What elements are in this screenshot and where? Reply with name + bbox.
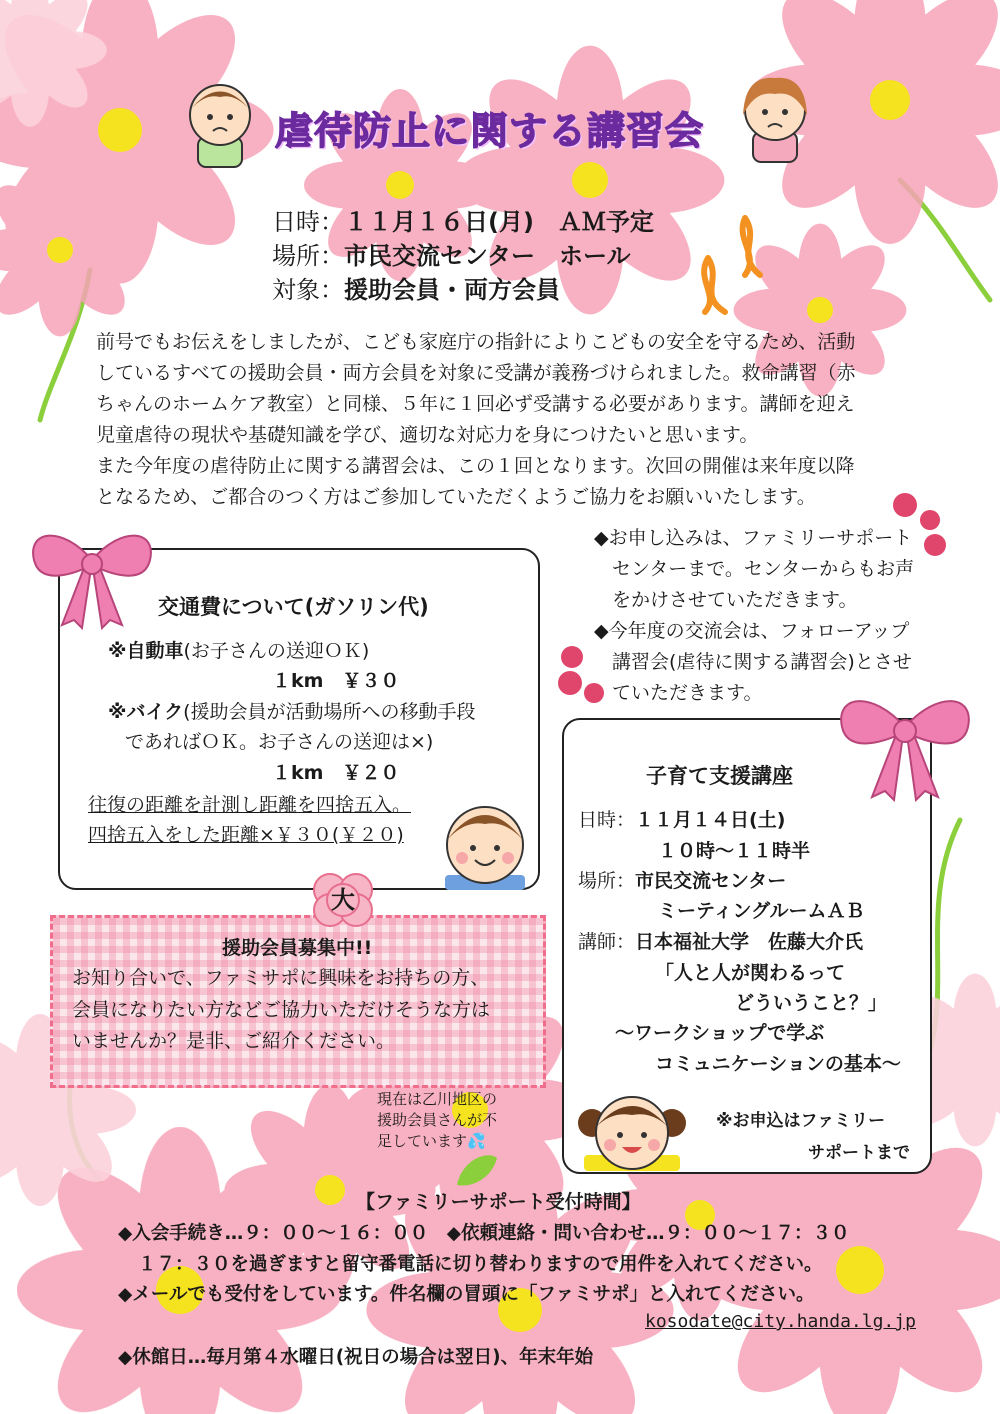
notice-apply-line: ◆お申し込みは、ファミリーサポート (594, 527, 913, 549)
course-topic: ～ワークショップで学ぶ (615, 1022, 825, 1044)
place-value: 市民交流センター ホール (344, 242, 631, 270)
notice-exchange-line: 講習会(虐待に関する講習会)とさせ (612, 651, 912, 673)
hours-heading: 【ファミリーサポート受付時間】 (356, 1191, 641, 1213)
course-date (578, 805, 785, 832)
target-label: 対象： (272, 276, 344, 304)
closed-days: ◆休館日…毎月第４水曜日(祝日の場合は翌日)、年末年始 (118, 1347, 594, 1368)
badge-label: 大 (331, 886, 355, 914)
course-date-label: 日時： (578, 809, 636, 831)
course-place-value: 市民交流センター (635, 870, 787, 892)
notice-exchange-line: ていただきます。 (612, 682, 763, 704)
course-topic: コミュニケーションの基本～ (655, 1053, 901, 1075)
place-label: 場所： (272, 242, 344, 270)
course-place-label: 場所： (578, 870, 636, 892)
shortage-line: 現在は乙川地区の (377, 1090, 498, 1108)
distance-rule-1: 往復の距離を計測し距離を四捨五入。 (88, 794, 412, 816)
bike-note-2: であればＯＫ。お子さんの送迎は×) (125, 731, 434, 753)
course-place (578, 866, 786, 893)
intro-line: となるため、ご都合のつく方はご参加していただくようご協力をお願いいたします。 (96, 486, 816, 508)
shortage-text: 足しています (377, 1132, 468, 1150)
intro-line: また今年度の虐待防止に関する講習会は、この１回となります。次回の開催は来年度以降 (96, 455, 855, 477)
distance-rule-2: 四捨五入をした距離×￥３０(￥２０) (88, 824, 404, 846)
target-value: 援助会員・両方会員 (344, 276, 560, 304)
course-time: １０時～１１時半 (658, 840, 811, 862)
event-target (272, 270, 560, 305)
pink-ribbon-icon (830, 685, 980, 805)
car-rate: １km ￥３０ (272, 670, 400, 692)
hours-line: １７：３０を過ぎますと留守番電話に切り替わりますので用件を入れてください。 (138, 1254, 823, 1275)
pink-ribbon-icon (22, 520, 162, 630)
hours-line: ◆メールでも受付をしています。件名欄の冒頭に「ファミサポ」と入れてください。 (118, 1284, 815, 1305)
page-title: 虐待防止に関する講習会 (275, 109, 705, 153)
bike-rate: １km ￥２０ (272, 762, 400, 784)
bike-note: (援助会員が活動場所への移動手段 (183, 701, 476, 723)
event-place (272, 236, 631, 271)
notice-apply-line: センターまで。センターからもお声 (612, 558, 915, 580)
notice-exchange-line: ◆今年度の交流会は、フォローアップ (594, 620, 910, 642)
email-link[interactable]: kosodate@city.handa.lg.jp (645, 1311, 916, 1332)
notice-apply-line: をかけさせていただきます。 (612, 589, 858, 611)
shortage-line (377, 1130, 486, 1151)
course-lecturer (578, 927, 863, 954)
child-face-icon (180, 75, 260, 170)
leaf-icon (452, 1150, 502, 1190)
car-item (108, 636, 369, 663)
bike-label: ※バイク (108, 701, 184, 723)
course-topic: 「人と人が関わるって (655, 962, 846, 984)
recruit-heading: 援助会員募集中!! (222, 937, 373, 959)
recruit-line: 会員になりたい方などご協力いただけそうな方は (72, 999, 491, 1021)
shortage-line: 援助会員さんが不 (377, 1111, 498, 1129)
intro-line: しているすべての援助会員・両方会員を対象に受講が義務づけられました。救命講習（赤 (96, 362, 856, 384)
event-date (272, 202, 654, 237)
child-face-icon (435, 800, 535, 890)
recruit-line: お知り合いで、ファミサポに興味をお持ちの方、 (72, 967, 490, 989)
intro-line: ちゃんのホームケア教室）と同様、５年に１回必ず受講する必要があります。講師を迎え (96, 393, 855, 415)
date-value: １１月１６日(月) ＡＭ予定 (344, 208, 654, 236)
course-date-value: １１月１４日(土) (635, 809, 786, 831)
intro-paragraph (96, 327, 926, 513)
date-label: 日時： (272, 208, 344, 236)
intro-line: 児童虐待の現状や基礎知識を学び、適切な対応力を身につけたいと思います。 (96, 424, 759, 446)
child-face-icon (572, 1093, 692, 1173)
child-face-icon (735, 70, 815, 165)
car-label: ※自動車 (108, 640, 184, 662)
course-apply: サポートまで (808, 1143, 910, 1163)
intro-line: 前号でもお伝えをしましたが、こども家庭庁の指針によりこどもの安全を守るため、活動 (96, 331, 856, 353)
course-apply: ※お申込はファミリー (716, 1111, 886, 1131)
hours-line: ◆入会手続き…９：００～１６：００ ◆依頼連絡・問い合わせ…９：００～１７：３０ (118, 1223, 850, 1244)
water-drops-icon: 💦 (467, 1132, 486, 1150)
recruit-line: いませんか？是非、ご紹介ください。 (72, 1030, 396, 1052)
bike-item (108, 697, 476, 724)
course-lecturer-value: 日本福祉大学 佐藤大介氏 (635, 931, 864, 953)
course-topic: どういうこと？」 (735, 992, 888, 1014)
transport-heading: 交通費について(ガソリン代) (158, 595, 429, 619)
course-heading: 子育て支援講座 (646, 764, 793, 788)
car-note: (お子さんの送迎ＯＫ) (183, 640, 370, 662)
course-lecturer-label: 講師： (578, 931, 636, 953)
course-room: ミーティングルームＡＢ (658, 900, 865, 922)
